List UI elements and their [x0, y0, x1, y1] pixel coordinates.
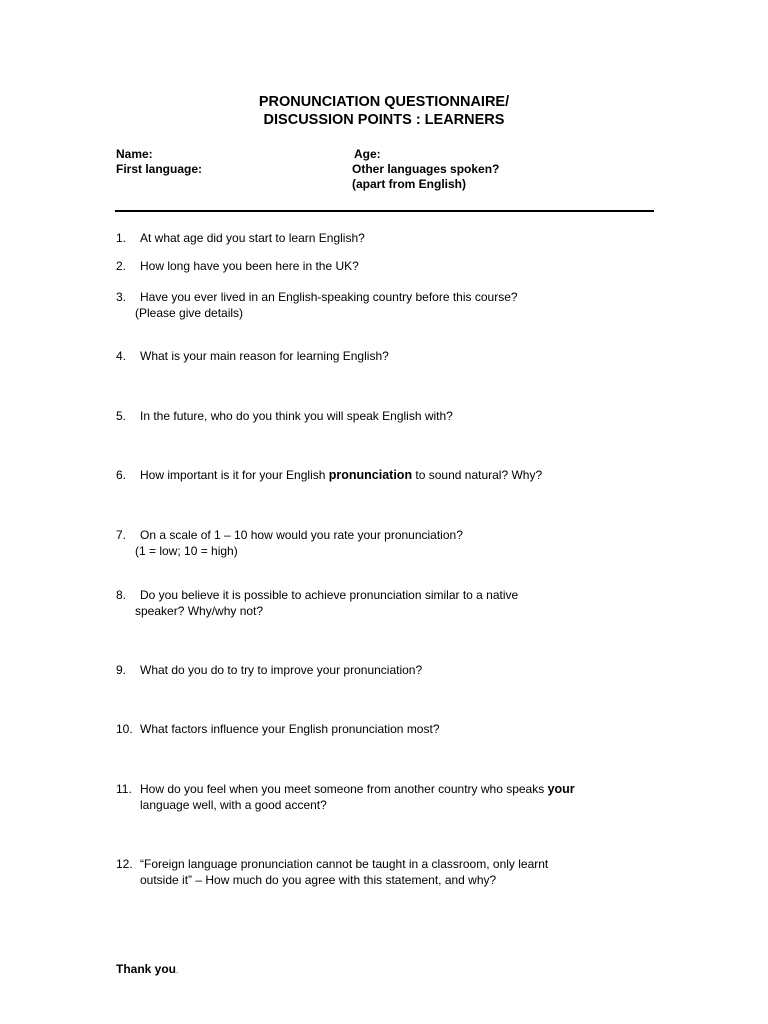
first-language-label: First language:: [116, 162, 203, 176]
questionnaire-title-line1: PRONUNCIATION QUESTIONNAIRE/: [258, 94, 510, 110]
question-number: 5.: [116, 409, 127, 423]
other-languages-note: (apart from English): [352, 177, 467, 191]
question-number: 11.: [116, 782, 132, 796]
name-label: Name:: [116, 147, 153, 161]
question-3: [116, 290, 518, 321]
question-text-continued: (Please give details): [135, 305, 244, 320]
question-12: [116, 857, 548, 888]
other-languages-label: Other languages spoken?: [352, 162, 500, 176]
thank-you-note: [116, 962, 178, 976]
question-number: 12.: [116, 857, 133, 871]
question-text: In the future, who do you think you will speak English with?: [140, 409, 453, 423]
question-number: 7.: [116, 528, 127, 542]
thank-you-dot: .: [176, 966, 179, 975]
divider-line: [115, 210, 654, 212]
question-6: [116, 468, 542, 484]
age-label: Age:: [354, 147, 381, 161]
question-number: 6.: [116, 468, 127, 482]
question-7: [116, 528, 463, 559]
emphasized-word: your: [547, 782, 575, 796]
question-2: [116, 259, 359, 275]
question-text: On a scale of 1 – 10 how would you rate your pronunciation?: [140, 528, 463, 542]
question-text: Have you ever lived in an English-speaking country before this course?: [140, 290, 518, 304]
question-text: How long have you been here in the UK?: [140, 259, 359, 273]
question-text: How important is it for your English: [140, 468, 329, 482]
question-text: At what age did you start to learn English?: [140, 231, 365, 245]
question-text: “Foreign language pronunciation cannot be taught in a classroom, only learnt: [140, 857, 549, 871]
questionnaire-title-line2: DISCUSSION POINTS : LEARNERS: [263, 112, 505, 128]
question-text: Do you believe it is possible to achieve pronunciation similar to a native: [140, 588, 519, 602]
question-5: [116, 409, 453, 425]
question-text-continued: outside it” – How much do you agree with this statement, and why?: [140, 872, 497, 887]
question-number: 3.: [116, 290, 127, 304]
question-text: What factors influence your English pronunciation most?: [140, 722, 440, 736]
question-11: [116, 782, 575, 813]
question-text: What is your main reason for learning English?: [140, 349, 389, 363]
question-number: 8.: [116, 588, 127, 602]
question-text-continued: (1 = low; 10 = high): [135, 543, 238, 558]
question-8: [116, 588, 518, 619]
question-9: [116, 663, 422, 679]
question-1: [116, 231, 365, 247]
thank-you-text: Thank you: [116, 962, 177, 976]
question-number: 10.: [116, 722, 133, 736]
question-text: How do you feel when you meet someone from another country who speaks: [140, 782, 548, 796]
question-number: 2.: [116, 259, 127, 273]
question-number: 1.: [116, 231, 127, 245]
question-number: 9.: [116, 663, 127, 677]
question-10: [116, 722, 440, 738]
question-text-end: to sound natural? Why?: [412, 468, 543, 482]
question-text: What do you do to try to improve your pronunciation?: [140, 663, 423, 677]
question-number: 4.: [116, 349, 127, 363]
question-4: [116, 349, 389, 365]
question-text-continued: speaker? Why/why not?: [135, 603, 264, 618]
question-text-continued: language well, with a good accent?: [140, 797, 327, 812]
emphasized-word: pronunciation: [328, 468, 413, 482]
